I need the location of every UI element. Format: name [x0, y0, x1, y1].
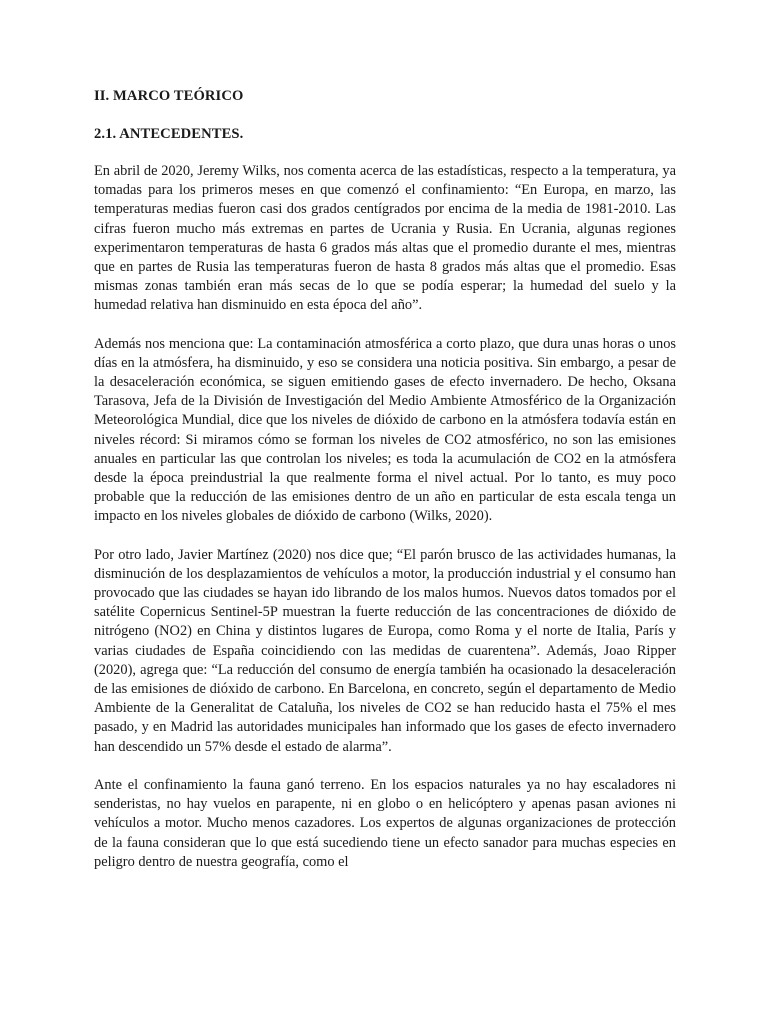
paragraph-fauna: Ante el confinamiento la fauna ganó terreno. En los espacios naturales ya no hay escaladores ni senderistas, no hay vuelos en parapente, ni en globo o en helicóptero y apenas pasan aviones ni vehículos a motor. Mucho menos cazadores. Los expertos de algunas organizaciones de protección de la fauna consideran que lo que está sucediendo tiene un efecto sanador para muchas especies en peligro dentro de nuestra geografía, como el [94, 776, 676, 870]
paragraph-atmospheric-pollution: Además nos menciona que: La contaminación atmosférica a corto plazo, que dura unas horas o unos días en la atmósfera, ha disminuido, y eso se considera una noticia positiva. Sin embargo, a pesar de la desaceleración económica, se siguen emitiendo gases de efecto invernadero. De hecho, Oksana Tarasova, Jefa de la División de Investigación del Medio Ambiente Atmosférico de la Organización Meteorológica Mundial, dice que los niveles de dióxido de carbono en la atmósfera todavía están en niveles récord: Si miramos cómo se forman los niveles de CO2 atmosférico, no son las emisiones anuales en particular las que controlan los niveles; es toda la acumulación de CO2 en la atmósfera desde la época preindustrial la que realmente forma el nivel actual. Por lo tanto, es muy poco probable que la reducción de las emisiones dentro de un año en particular de esta escala tenga un impacto en los niveles globales de dióxido de carbono (Wilks, 2020). [94, 335, 676, 525]
paragraph-wilks-temperature: En abril de 2020, Jeremy Wilks, nos comenta acerca de las estadísticas, respecto a la temperatura, ya tomadas para los primeros meses en que comenzó el confinamiento: “En Europa, en marzo, las temperaturas medias fueron casi dos grados centígrados por encima de la media de 1981-2010. Las cifras fueron mucho más extremas en partes de Ucrania y Rusia. En Ucrania, algunas regiones experimentaron temperaturas de hasta 6 grados más altas que el promedio durante el mes, mientras que en partes de Rusia las temperaturas fueron de hasta 8 grados más altas que el promedio. Esas mismas zonas también eran más secas de lo que se podía esperar; la humedad del suelo y la humedad relativa han disminuido en esta época del año”. [94, 163, 676, 314]
document-body [94, 87, 676, 891]
paragraph-martinez-ripper: Por otro lado, Javier Martínez (2020) nos dice que; “El parón brusco de las actividades humanas, la disminución de los desplazamientos de vehículos a motor, la producción industrial y el consumo han provocado que las ciudades se hayan ido librando de los malos humos. Nuevos datos tomados por el satélite Copernicus Sentinel-5P muestran la fuerte reducción de las concentraciones de dióxido de nitrógeno (NO2) en China y distintos lugares de Europa, como Roma y el norte de Italia, París y varias ciudades de España coincidiendo con las medidas de cuarentena”. Además, Joao Ripper (2020), agrega que: “La reducción del consumo de energía también ha ocasionado la desaceleración de las emisiones de dióxido de carbono. En Barcelona, en concreto, según el departamento de Medio Ambiente de la Generalitat de Cataluña, los niveles de CO2 se han reducido hasta el 75% el mes pasado, y en Madrid las autoridades municipales han informado que los gases de efecto invernadero han descendido un 57% desde el estado de alarma”. [94, 546, 676, 755]
section-title: II. MARCO TEÓRICO [94, 88, 244, 104]
subsection-title: 2.1. ANTECEDENTES. [94, 126, 244, 142]
